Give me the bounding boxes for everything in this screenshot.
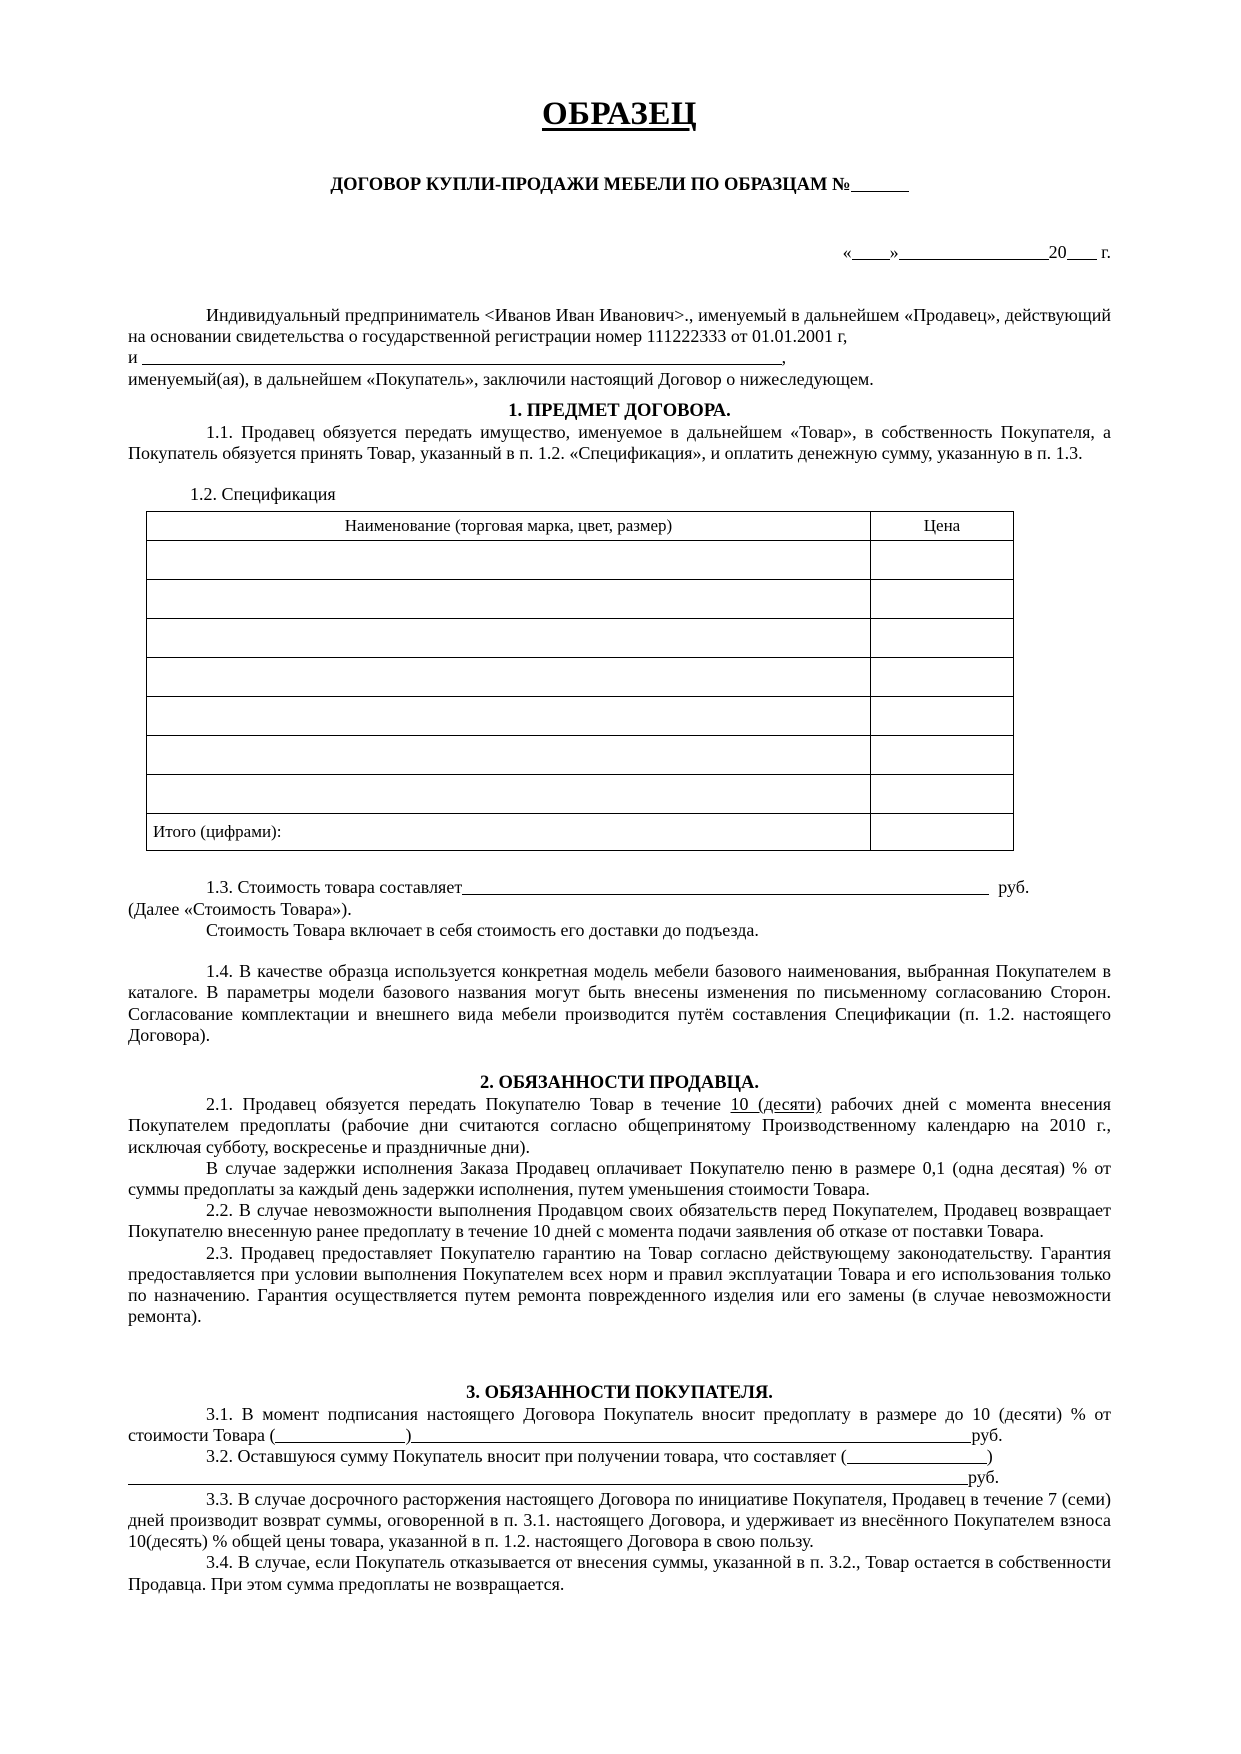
clause-3-1 — [128, 1404, 1111, 1446]
cell-name[interactable] — [147, 619, 871, 658]
clause-2-1-part-a: 2.1. Продавец обязуется передать Покупателю Товар в течение — [206, 1094, 731, 1115]
cost-amount-blank[interactable] — [462, 894, 989, 895]
balance-words-blank[interactable] — [128, 1484, 968, 1485]
date-year-suffix: г. — [1101, 242, 1111, 262]
cell-name[interactable] — [147, 697, 871, 736]
clause-3-3: 3.3. В случае досрочного расторжения настоящего Договора по инициативе Покупателя, Продавец в течение 7 (семи) дней производит возврат суммы, оговоренной в п. 3.1. настоящего Договора, и удерживает из внесённого Покупателем взноса 10(десять) % общей цены товара, указанной в п. 1.2. настоящего Договора в свою пользу. — [128, 1488, 1111, 1552]
table-body — [147, 541, 1014, 851]
table-row[interactable] — [147, 736, 1014, 775]
date-line — [128, 242, 1111, 263]
cell-price[interactable] — [871, 658, 1014, 697]
and-label: и — [128, 347, 138, 368]
table-row[interactable] — [147, 658, 1014, 697]
clause-3-4: 3.4. В случае, если Покупатель отказывается от внесения суммы, указанной в п. 3.2., Товар остается в собственности Продавца. При этом сумма предоплаты не возвращается. — [128, 1552, 1111, 1594]
clause-2-1-penalty: В случае задержки исполнения Заказа Продавец оплачивает Покупателю пеню в размере 0,1 (одна десятая) % от суммы предоплаты за каждый день задержки исполнения, путем уменьшения стоимости Товара. — [128, 1157, 1111, 1199]
table-row[interactable] — [147, 541, 1014, 580]
cell-name[interactable] — [147, 580, 871, 619]
cell-price[interactable] — [871, 580, 1014, 619]
clause-3-2-part-c: руб. — [968, 1467, 1000, 1488]
table-header-price: Цена — [871, 512, 1014, 541]
prepayment-words-blank[interactable] — [411, 1442, 971, 1443]
clause-2-3: 2.3. Продавец предоставляет Покупателю гарантию на Товар согласно действующему законодательству. Гарантия предоставляется при условии выполнения Покупателем всех норм и правил эксплуатации Товара и его использования только по назначению. Гарантия осуществляется путем ремонта поврежденного изделия или его замены (в случае невозможности ремонта). — [128, 1242, 1111, 1327]
date-day-blank[interactable] — [852, 259, 890, 260]
clause-3-2-second-line — [128, 1467, 1111, 1488]
sample-watermark-text: ОБРАЗЕЦ — [541, 96, 698, 132]
section-heading-3: 3. ОБЯЗАННОСТИ ПОКУПАТЕЛЯ. — [466, 1382, 773, 1403]
specification-table — [146, 511, 1014, 851]
spec-label: 1.2. Спецификация — [190, 484, 336, 505]
buyer-name-blank[interactable] — [142, 364, 782, 365]
date-year-blank[interactable] — [1067, 259, 1097, 260]
table-header-name: Наименование (торговая марка, цвет, размер) — [147, 512, 871, 541]
clause-3-2 — [128, 1446, 1111, 1467]
cell-price[interactable] — [871, 697, 1014, 736]
clause-2-1-part-b: рабочих дней с момента внесения Покупателем предоплаты (рабочие дни считаются согласно общепринятому Производственному календарю на 2010 г., исключая субботу, воскресенье и праздничные дни). — [128, 1094, 1111, 1157]
total-value[interactable] — [871, 814, 1014, 851]
table-row[interactable] — [147, 775, 1014, 814]
clause-3-1-part-c: руб. — [971, 1424, 1003, 1445]
cell-price[interactable] — [871, 541, 1014, 580]
clause-3-2-part-a: 3.2. Оставшуюся сумму Покупатель вносит при получении товара, что составляет ( — [206, 1446, 847, 1467]
table-row[interactable] — [147, 619, 1014, 658]
date-year-prefix: 20 — [1048, 242, 1067, 262]
clause-3-1-part-a: 3.1. В момент подписания настоящего Договора Покупатель вносит предоплату в размере до 10 (десяти) % от стоимости Товара ( — [128, 1403, 1111, 1445]
table-row-total[interactable] — [147, 814, 1014, 851]
cell-price[interactable] — [871, 736, 1014, 775]
cell-name[interactable] — [147, 775, 871, 814]
contract-title — [128, 175, 1111, 196]
clause-1-3-delivery: Стоимость Товара включает в себя стоимость его доставки до подъезда. — [206, 919, 759, 940]
and-line-comma: , — [781, 347, 787, 368]
section-heading-1: 1. ПРЕДМЕТ ДОГОВОРА. — [508, 400, 731, 421]
cell-price[interactable] — [871, 775, 1014, 814]
table-row[interactable] — [147, 580, 1014, 619]
cell-price[interactable] — [871, 619, 1014, 658]
balance-amount-blank[interactable] — [847, 1463, 987, 1464]
date-quote-open: « — [842, 242, 852, 262]
contract-title-text: ДОГОВОР КУПЛИ-ПРОДАЖИ МЕБЕЛИ ПО ОБРАЗЦАМ № — [330, 175, 851, 195]
table-header-row — [147, 512, 1014, 541]
date-quote-close: » — [889, 242, 899, 262]
clause-1-4: 1.4. В качестве образца используется конкретная модель мебели базового наименования, выбранная Покупателем в каталоге. В параметры модели базового названия могут быть внесены изменения по письменному согласованию Сторон. Согласование комплектации и внешнего вида мебели производится путём составления Спецификации (п. 1.2. настоящего Договора). — [128, 961, 1111, 1045]
clause-2-2: 2.2. В случае невозможности выполнения Продавцом своих обязательств перед Покупателем, Продавец возвращает Покупателю внесенную ранее предоплату в течение 10 дней с момента подачи заявления об отказе от поставки Товара. — [128, 1200, 1111, 1242]
prepayment-amount-blank[interactable] — [275, 1442, 405, 1443]
table-row[interactable] — [147, 697, 1014, 736]
contract-number-blank[interactable] — [851, 191, 909, 192]
clause-3-2-part-b: ) — [986, 1446, 993, 1467]
cell-name[interactable] — [147, 658, 871, 697]
clause-1-3 — [128, 877, 1111, 898]
clause-1-3-prefix: 1.3. Стоимость товара составляет — [206, 877, 463, 898]
sample-watermark-title — [128, 96, 1111, 133]
date-month-blank[interactable] — [899, 259, 1049, 260]
clause-2-1 — [128, 1094, 1111, 1158]
clause-2-1-term-days: 10 (десяти) — [730, 1094, 822, 1115]
preamble-paragraph-seller: Индивидуальный предприниматель <Иванов Иван Иванович>., именуемый в дальнейшем «Продавец», действующий на основании свидетельства о государственной регистрации номер 111222333 от 01.01.2001 г, — [128, 305, 1111, 347]
buyer-blank-line — [128, 347, 1111, 368]
clause-1-1: 1.1. Продавец обязуется передать имущество, именуемое в дальнейшем «Товар», в собственность Покупателя, а Покупатель обязуется принять Товар, указанный в п. 1.2. «Спецификация», и оплатить денежную сумму, указанную в п. 1.3. — [128, 421, 1111, 464]
total-label: Итого (цифрами): — [147, 814, 871, 851]
clause-1-3-continuation: (Далее «Стоимость Товара»). — [128, 898, 352, 919]
cell-name[interactable] — [147, 541, 871, 580]
clause-3-1-part-b: ) — [405, 1424, 412, 1445]
cell-name[interactable] — [147, 736, 871, 775]
clause-1-3-suffix: руб. — [998, 877, 1030, 898]
preamble-paragraph-buyer: именуемый(ая), в дальнейшем «Покупатель», заключили настоящий Договор о нижеследующем. — [128, 368, 874, 389]
section-heading-2: 2. ОБЯЗАННОСТИ ПРОДАВЦА. — [480, 1073, 759, 1094]
